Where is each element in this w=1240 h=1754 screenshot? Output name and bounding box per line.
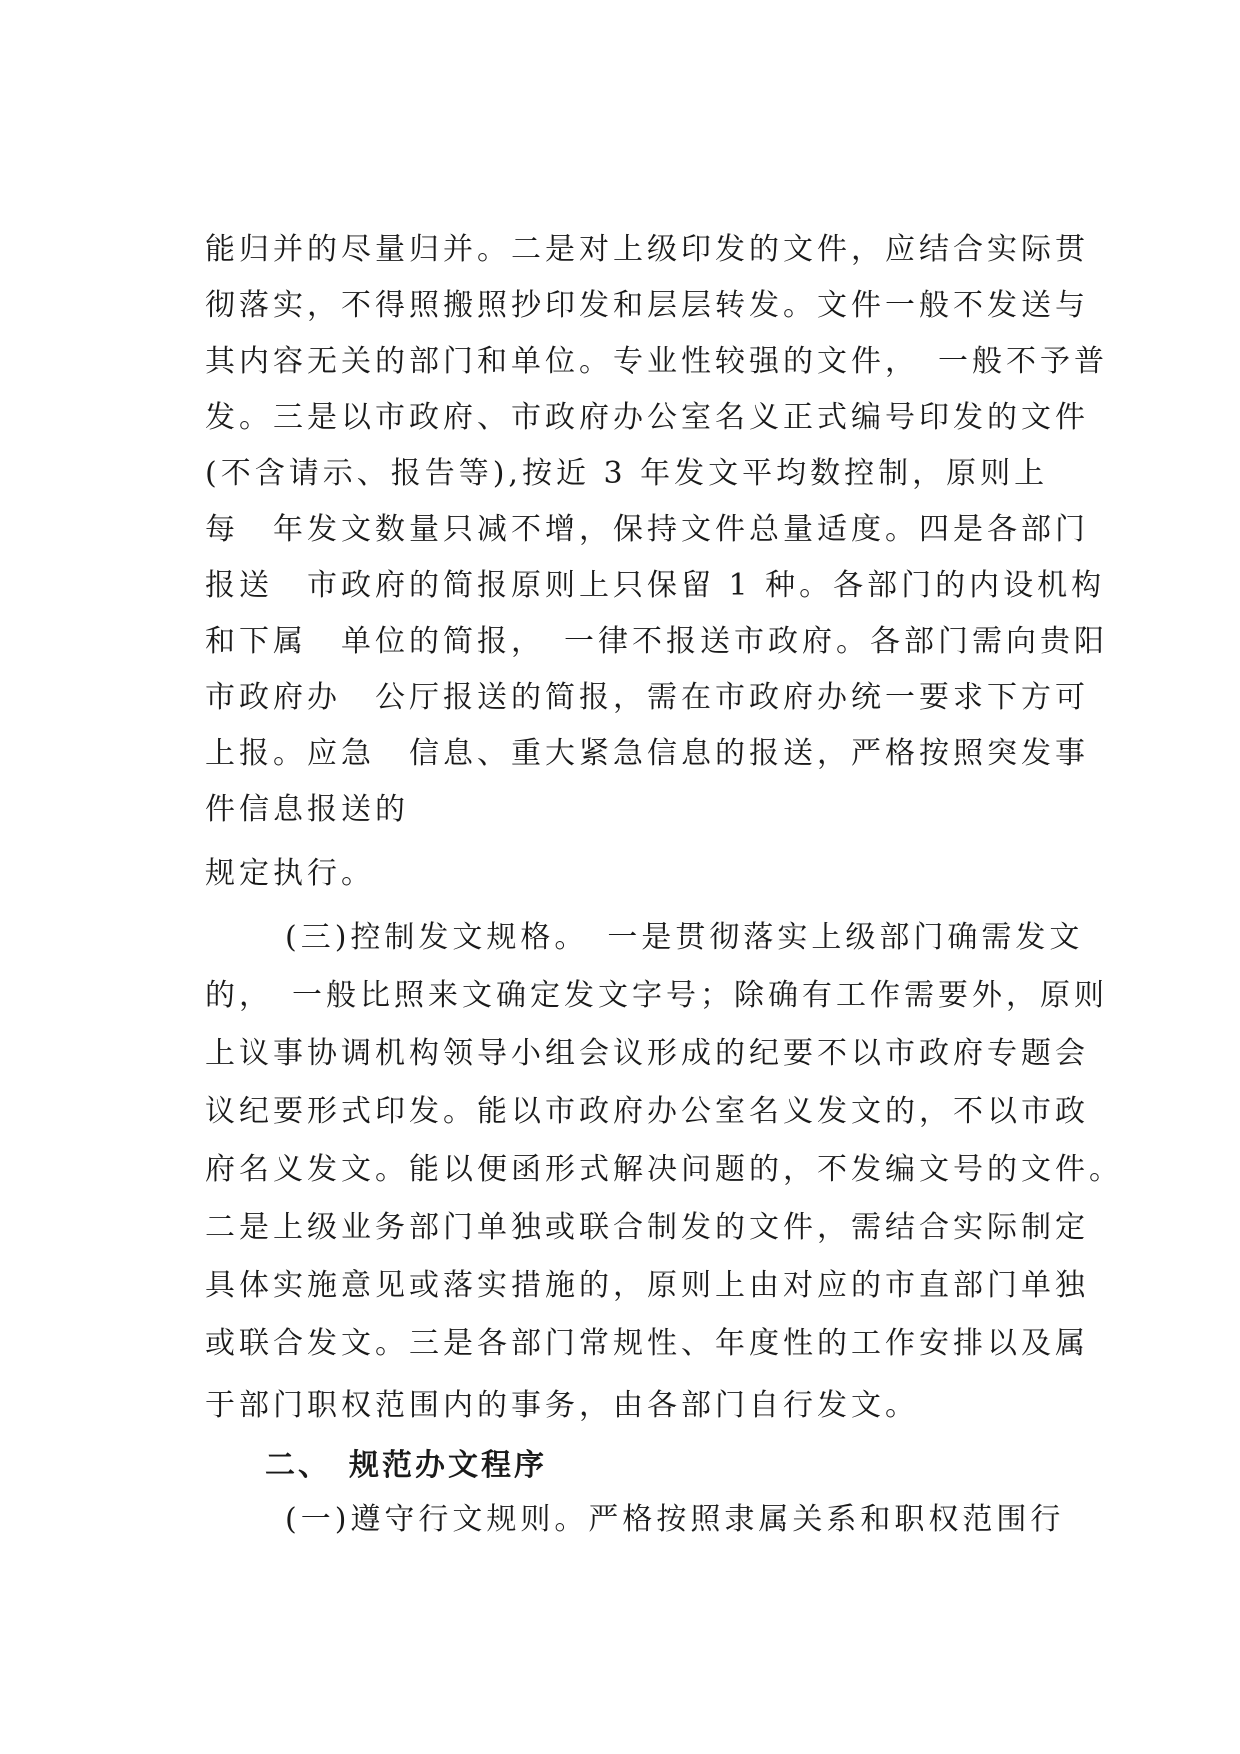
- text-line: 能归并的尽量归并。二是对上级印发的文件，应结合实际贯: [205, 232, 1089, 267]
- text-line: 规定执行。: [205, 856, 375, 891]
- text-line: (不含请示、报告等),按近 3 年发文平均数控制，原则上: [205, 456, 1049, 491]
- text-line: 市政府办 公厅报送的简报，需在市政府办统一要求下方可: [205, 680, 1089, 715]
- text-line: 和下属 单位的简报， 一律不报送市政府。各部门需向贵阳: [205, 624, 1108, 659]
- text-line: 具体实施意见或落实措施的，原则上由对应的市直部门单独: [205, 1268, 1089, 1303]
- text-line: 彻落实，不得照搬照抄印发和层层转发。文件一般不发送与: [205, 288, 1089, 323]
- text-line: 于部门职权范围内的事务，由各部门自行发文。: [205, 1388, 919, 1423]
- text-line: 件信息报送的: [205, 792, 409, 827]
- text-line: 上报。应急 信息、重大紧急信息的报送，严格按照突发事: [205, 736, 1089, 771]
- section-heading: 二、 规范办文程序: [265, 1448, 547, 1483]
- text-line: 发。三是以市政府、市政府办公室名义正式编号印发的文件: [205, 400, 1089, 435]
- text-line: 其内容无关的部门和单位。专业性较强的文件， 一般不予普: [205, 344, 1108, 379]
- text-line: 府名义发文。能以便函形式解决问题的，不发编文号的文件。: [205, 1152, 1123, 1187]
- text-line: 上议事协调机构领导小组会议形成的纪要不以市政府专题会: [205, 1036, 1089, 1071]
- text-line: 二是上级业务部门单独或联合制发的文件，需结合实际制定: [205, 1210, 1089, 1245]
- text-line: (三)控制发文规格。 一是贯彻落实上级部门确需发文: [285, 920, 1084, 955]
- text-line: 议纪要形式印发。能以市政府办公室名义发文的，不以市政: [205, 1094, 1089, 1129]
- text-line: 或联合发文。三是各部门常规性、年度性的工作安排以及属: [205, 1326, 1089, 1361]
- text-line: 每 年发文数量只减不增，保持文件总量适度。四是各部门: [205, 512, 1089, 547]
- text-line: 报送 市政府的简报原则上只保留 1 种。各部门的内设机构: [205, 568, 1106, 603]
- text-line: (一)遵守行文规则。严格按照隶属关系和职权范围行: [285, 1502, 1065, 1537]
- text-line: 的， 一般比照来文确定发文字号；除确有工作需要外，原则: [205, 978, 1108, 1013]
